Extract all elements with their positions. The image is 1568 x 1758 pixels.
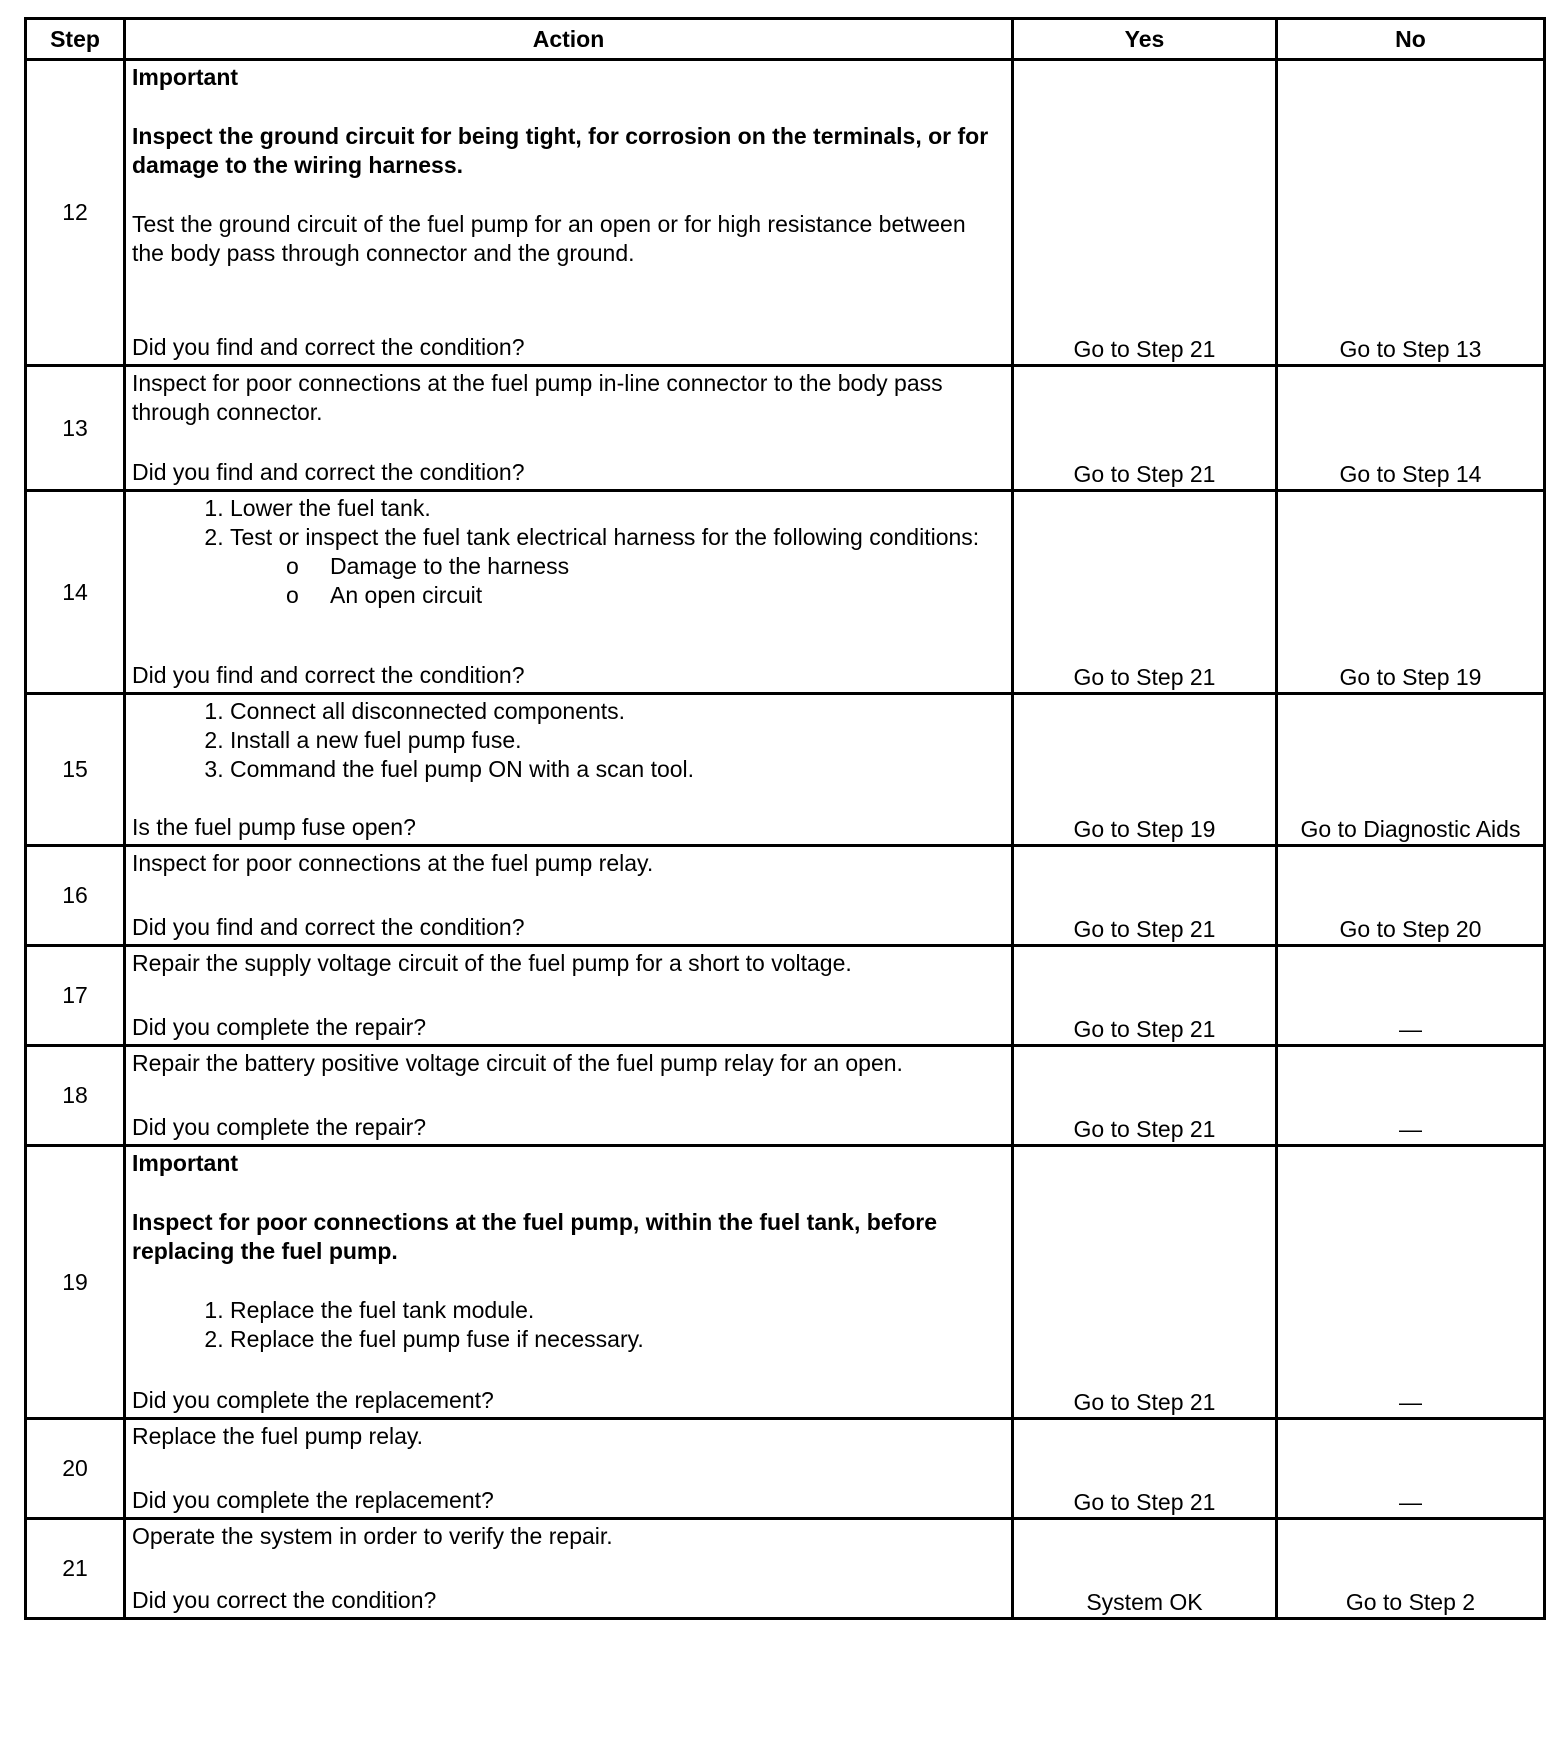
no-result: Go to Step 2 (1277, 1519, 1545, 1619)
action-question: Did you find and correct the condition? (132, 459, 525, 485)
action-question: Did you complete the repair? (132, 1014, 427, 1040)
yes-result: Go to Step 21 (1013, 1146, 1277, 1419)
action-steps (132, 494, 1003, 610)
action-question: Did you complete the repair? (132, 1114, 427, 1140)
action-cell (125, 1146, 1013, 1419)
sub-list-item: o Damage to the harness (330, 552, 1003, 581)
action-text: Repair the supply voltage circuit of the fuel pump for a short to voltage. (132, 950, 852, 976)
action-steps (132, 1296, 1003, 1354)
header-step: Step (26, 19, 125, 60)
action-cell (125, 366, 1013, 491)
list-item: 1. Connect all disconnected components. (230, 697, 1003, 726)
action-cell (125, 1519, 1013, 1619)
action-question: Did you correct the condition? (132, 1587, 437, 1613)
diagnostic-table (24, 17, 1546, 1620)
sub-list (230, 552, 1003, 610)
table-row (26, 1519, 1545, 1619)
step-number: 12 (26, 60, 125, 366)
no-result: — (1277, 1046, 1545, 1146)
yes-result: Go to Step 21 (1013, 366, 1277, 491)
action-text: Inspect for poor connections at the fuel pump in-line connector to the body pass through connector. (132, 370, 943, 425)
header-yes: Yes (1013, 19, 1277, 60)
step-number: 16 (26, 846, 125, 946)
action-question: Did you find and correct the condition? (132, 914, 525, 940)
action-text: Test the ground circuit of the fuel pump for an open or for high resistance between the body pass through connector and the ground. (132, 211, 966, 266)
list-item: 1. Lower the fuel tank. (230, 494, 1003, 523)
important-label: Important (132, 1150, 239, 1176)
header-no: No (1277, 19, 1545, 60)
step-number: 18 (26, 1046, 125, 1146)
yes-result: Go to Step 21 (1013, 1419, 1277, 1519)
action-text: Operate the system in order to verify the repair. (132, 1523, 613, 1549)
list-item: 1. Replace the fuel tank module. (230, 1296, 1003, 1325)
step-number: 15 (26, 694, 125, 846)
action-question: Did you complete the replacement? (132, 1487, 494, 1513)
table-row (26, 946, 1545, 1046)
important-text: Inspect the ground circuit for being tight, for corrosion on the terminals, or for damage to the wiring harness. (132, 123, 989, 178)
list-item: 2. Replace the fuel pump fuse if necessary. (230, 1325, 1003, 1354)
action-question: Is the fuel pump fuse open? (132, 814, 416, 840)
no-result: — (1277, 1146, 1545, 1419)
table-row (26, 1046, 1545, 1146)
yes-result: Go to Step 21 (1013, 491, 1277, 694)
yes-result: Go to Step 19 (1013, 694, 1277, 846)
action-text: Inspect for poor connections at the fuel pump relay. (132, 850, 654, 876)
list-item-text: Test or inspect the fuel tank electrical harness for the following conditions: (230, 524, 980, 550)
action-cell (125, 846, 1013, 946)
table-row (26, 694, 1545, 846)
header-row (26, 19, 1545, 60)
step-number: 20 (26, 1419, 125, 1519)
step-number: 19 (26, 1146, 125, 1419)
list-item: 3. Command the fuel pump ON with a scan tool. (230, 755, 1003, 784)
sub-list-item: o An open circuit (330, 581, 1003, 610)
action-steps (132, 697, 1003, 784)
table-row (26, 1146, 1545, 1419)
step-number: 14 (26, 491, 125, 694)
step-number: 21 (26, 1519, 125, 1619)
no-result: Go to Diagnostic Aids (1277, 694, 1545, 846)
yes-result: Go to Step 21 (1013, 1046, 1277, 1146)
header-action: Action (125, 19, 1013, 60)
yes-result: Go to Step 21 (1013, 946, 1277, 1046)
table-row (26, 1419, 1545, 1519)
yes-result: Go to Step 21 (1013, 846, 1277, 946)
action-text: Repair the battery positive voltage circuit of the fuel pump relay for an open. (132, 1050, 903, 1076)
table-row (26, 846, 1545, 946)
action-cell (125, 1046, 1013, 1146)
action-question: Did you find and correct the condition? (132, 662, 525, 688)
action-question: Did you find and correct the condition? (132, 334, 525, 360)
table-row (26, 60, 1545, 366)
yes-result: System OK (1013, 1519, 1277, 1619)
action-cell (125, 1419, 1013, 1519)
important-label: Important (132, 64, 239, 90)
action-cell (125, 694, 1013, 846)
action-cell (125, 946, 1013, 1046)
no-result: — (1277, 946, 1545, 1046)
action-cell (125, 491, 1013, 694)
action-text: Replace the fuel pump relay. (132, 1423, 424, 1449)
action-cell (125, 60, 1013, 366)
list-item (230, 523, 1003, 610)
list-item: 2. Install a new fuel pump fuse. (230, 726, 1003, 755)
no-result: Go to Step 19 (1277, 491, 1545, 694)
action-question: Did you complete the replacement? (132, 1387, 494, 1413)
step-number: 17 (26, 946, 125, 1046)
no-result: Go to Step 20 (1277, 846, 1545, 946)
table-row (26, 366, 1545, 491)
yes-result: Go to Step 21 (1013, 60, 1277, 366)
no-result: — (1277, 1419, 1545, 1519)
step-number: 13 (26, 366, 125, 491)
no-result: Go to Step 13 (1277, 60, 1545, 366)
no-result: Go to Step 14 (1277, 366, 1545, 491)
table-row (26, 491, 1545, 694)
important-text: Inspect for poor connections at the fuel pump, within the fuel tank, before replacing the fuel pump. (132, 1209, 938, 1264)
